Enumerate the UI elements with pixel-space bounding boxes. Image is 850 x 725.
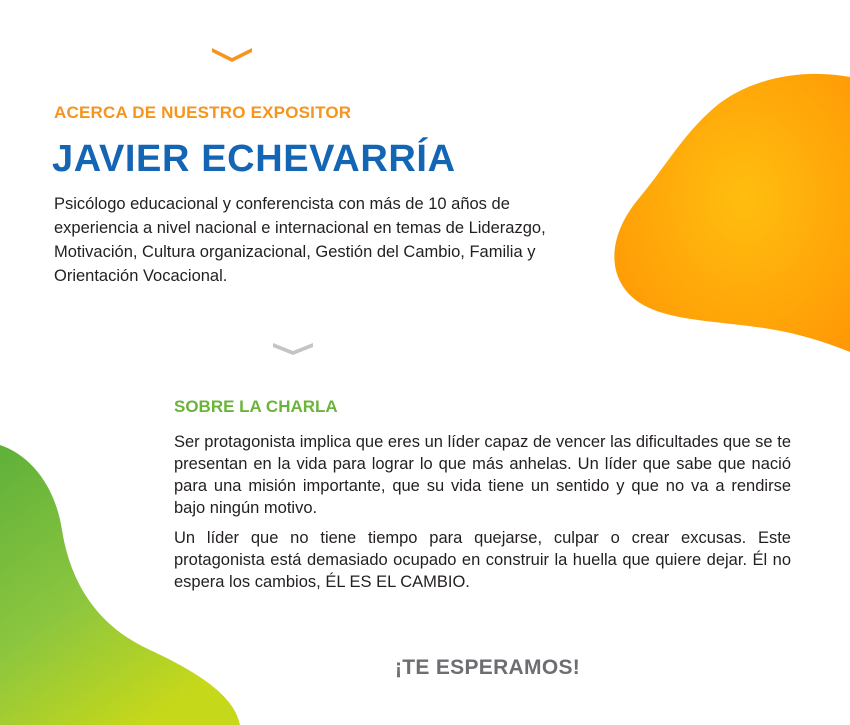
talk-description [174,431,791,601]
chevron-down-icon [273,340,313,358]
speaker-section-eyebrow: ACERCA DE NUESTRO EXPOSITOR [54,103,352,122]
talk-paragraph-2: Un líder que no tiene tiempo para quejarse, culpar o crear excusas. Este protagonista está demasiado ocupado en construir la huella que quiere dejar. Él no espera los cambios, ÉL ES EL CAMBIO. [174,529,791,591]
cta-text: ¡TE ESPERAMOS! [395,656,581,679]
talk-section-title: SOBRE LA CHARLA [174,397,338,416]
talk-paragraph-1: Ser protagonista implica que eres un líder capaz de vencer las dificultades que se te presentan en la vida para lograr lo que más anhelas. Un líder que sabe que nació para una misión importante, que su vida tiene un sentido y que no va a rendirse bajo ningún motivo. [174,433,791,517]
chevron-down-icon [212,45,252,63]
orange-blob-shape [610,72,850,352]
speaker-name: JAVIER ECHEVARRÍA [52,138,456,180]
speaker-bio: Psicólogo educacional y conferencista con más de 10 años de experiencia a nivel nacional e internacional en temas de Liderazgo, Motivación, Cultura organizacional, Gestión del Cambio, Familia y Orientación Vocacional. [54,195,546,285]
